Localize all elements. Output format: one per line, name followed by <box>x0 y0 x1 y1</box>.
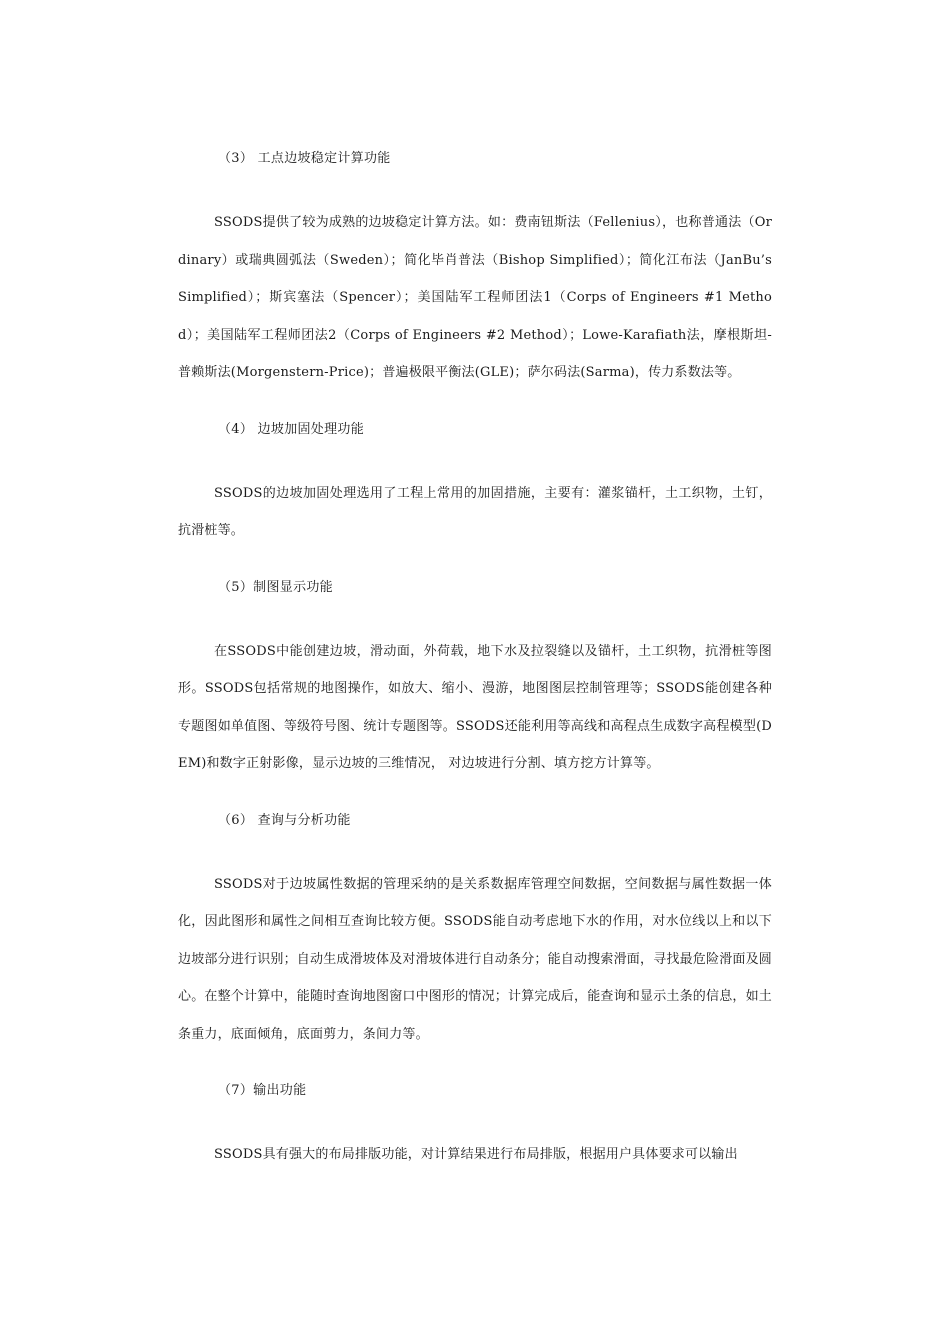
section-body-5: 在SSODS中能创建边坡，滑动面，外荷载，地下水及拉裂缝以及锚杆，土工织物，抗滑桩等图形。SSODS包括常规的地图操作，如放大、缩小、漫游，地图图层控制管理等；SSODS能创建各种专题图如单值图、等级符号图、统计专题图等。SSODS还能利用等高线和高程点生成数字高程模型(DEM)和数字正射影像，显示边坡的三维情况， 对边坡进行分割、填方挖方计算等。 <box>178 643 772 771</box>
section-heading-4: （4） 边坡加固处理功能 <box>218 421 365 437</box>
document-body <box>178 150 772 1203</box>
section-heading-6: （6） 查询与分析功能 <box>218 812 351 828</box>
section-heading-5: （5）制图显示功能 <box>218 579 333 595</box>
section-body-6: SSODS对于边坡属性数据的管理采纳的是关系数据库管理空间数据，空间数据与属性数据一体化，因此图形和属性之间相互查询比较方便。SSODS能自动考虑地下水的作用，对水位线以上和以下边坡部分进行识别；自动生成滑坡体及对滑坡体进行自动条分；能自动搜索滑面，寻找最危险滑面及圆心。在整个计算中，能随时查询地图窗口中图形的情况；计算完成后，能查询和显示土条的信息，如土条重力，底面倾角，底面剪力，条间力等。 <box>178 876 773 1042</box>
section-heading-7: （7）输出功能 <box>218 1083 307 1098</box>
section-body-7: SSODS具有强大的布局排版功能，对计算结果进行布局排版，根据用户具体要求可以输出 <box>214 1147 738 1162</box>
section-body-3: SSODS提供了较为成熟的边坡稳定计算方法。如：费南钮斯法（Fellenius），也称普通法（Ordinary）或瑞典圆弧法（Sweden）；简化毕肖普法（Bishop Simplified）；简化江布法（JanBu’s Simplified）；斯宾塞法（Spencer）；美国陆军工程师团法1（Corps of Engineers #1 Method）；美国陆军工程师团法2（Corps of Engineers #2 Method）；Lowe-Karafiath法，摩根斯坦-普赖斯法(Morgenstern-Price)；普遍极限平衡法(GLE)；萨尔码法(Sarma)，传力系数法等。 <box>178 215 772 380</box>
section-body-4: SSODS的边坡加固处理选用了工程上常用的加固措施，主要有：灌浆锚杆，土工织物，土钉，抗滑桩等。 <box>178 485 772 538</box>
section-heading-3: （3） 工点边坡稳定计算功能 <box>218 151 391 166</box>
